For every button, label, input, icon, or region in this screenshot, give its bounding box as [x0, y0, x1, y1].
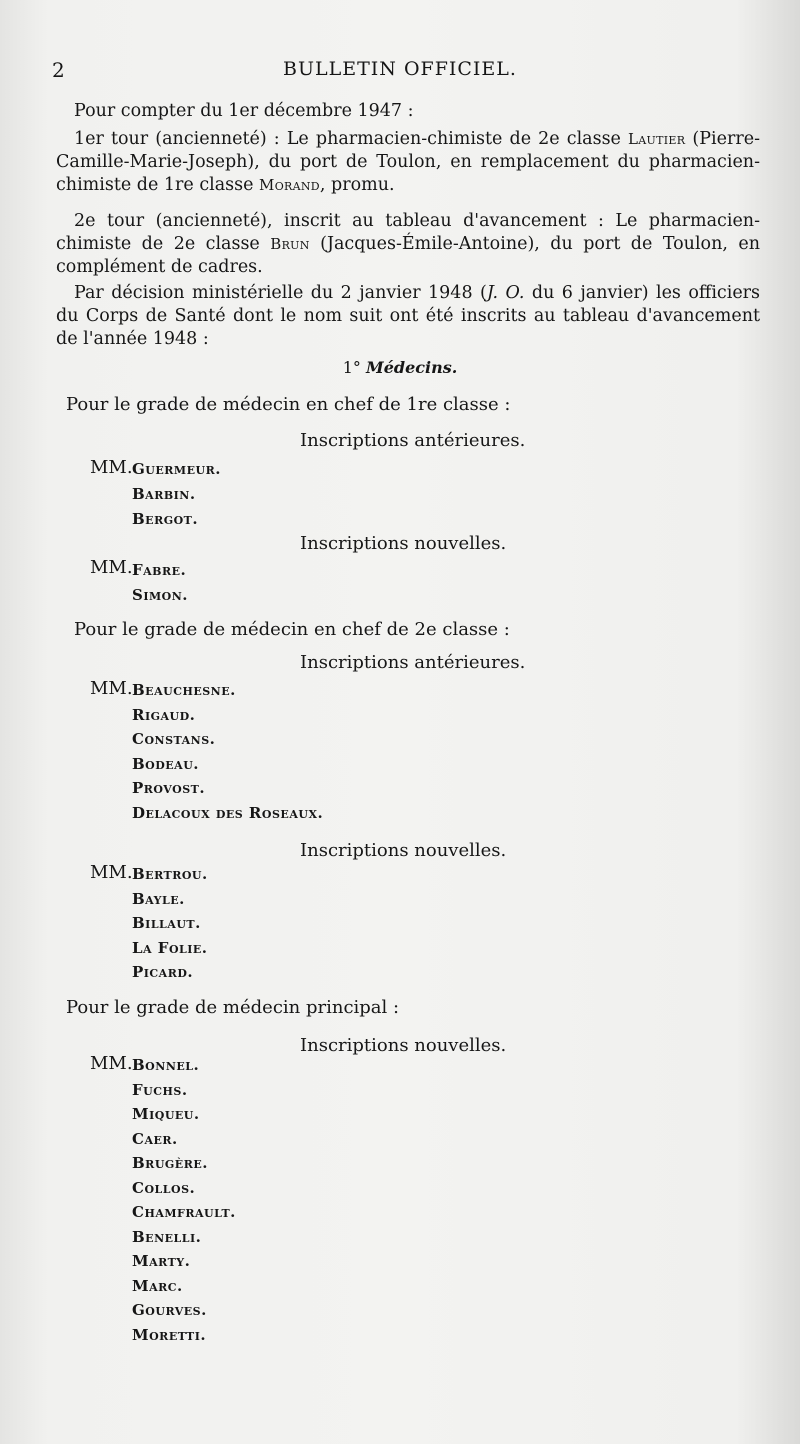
officer-name: La Folie.	[132, 938, 208, 957]
running-title: BULLETIN OFFICIEL.	[283, 58, 517, 80]
mm-label: MM.	[90, 457, 133, 478]
officer-name: Collos.	[132, 1178, 196, 1197]
grade-heading-chef-2e: Pour le grade de médecin en chef de 2e classe :	[74, 619, 510, 640]
mm-label: MM.	[90, 557, 133, 578]
grade-heading-chef-1re: Pour le grade de médecin en chef de 1re classe :	[66, 394, 511, 415]
officer-name: Marty.	[132, 1252, 191, 1270]
page-number: 2	[52, 58, 65, 82]
grade-heading-principal: Pour le grade de médecin principal :	[66, 997, 400, 1018]
officer-name: Bodeau.	[132, 754, 200, 773]
inscriptions-nouvelles-label: Inscriptions nouvelles.	[300, 1035, 507, 1056]
inscriptions-nouvelles-label: Inscriptions nouvelles.	[300, 840, 507, 861]
officer-name: Bertrou.	[132, 865, 208, 883]
officer-name: Barbin.	[132, 485, 196, 503]
officer-name: Miqueu.	[132, 1105, 200, 1123]
section-title: 1° Médecins.	[342, 358, 458, 377]
officer-name: Rigaud.	[132, 705, 196, 724]
officer-name: Bayle.	[132, 889, 185, 908]
officer-name: Fuchs.	[132, 1080, 188, 1099]
officer-name: Chamfrault.	[132, 1203, 236, 1221]
officer-name: Bonnel.	[132, 1056, 200, 1074]
officer-name: Simon.	[132, 586, 189, 604]
officer-name: Delacoux des Roseaux.	[132, 803, 324, 822]
officer-name: Billaut.	[132, 914, 201, 932]
officer-name: Marc.	[132, 1276, 183, 1295]
officer-name: Gourves.	[132, 1301, 207, 1319]
inscriptions-nouvelles-label: Inscriptions nouvelles.	[300, 533, 507, 554]
inscriptions-anterieures-label: Inscriptions antérieures.	[300, 652, 526, 673]
officer-name: Benelli.	[132, 1227, 202, 1246]
officer-name: Picard.	[132, 963, 194, 981]
officer-name: Moretti.	[132, 1325, 207, 1344]
name-brun: Brun	[270, 235, 310, 253]
officer-name: Guermeur.	[132, 460, 221, 478]
paragraph-first-tour: 1er tour (ancienneté) : Le pharmacien-chimiste de 2e classe Lautier (Pierre-Camille-Marie-Joseph), du port de Toulon, en remplacement du pharmacien-chimiste de 1re classe Morand, promu.	[56, 129, 760, 195]
officer-name: Constans.	[132, 730, 216, 748]
officer-name: Provost.	[132, 779, 206, 797]
paragraph-second-tour: 2e tour (ancienneté), inscrit au tableau d'avancement : Le pharmacien-chimiste de 2e classe Brun (Jacques-Émile-Antoine), du port de Toulon, en complément de cadres.	[56, 211, 760, 277]
inscriptions-anterieures-label: Inscriptions antérieures.	[300, 430, 526, 451]
officer-name: Caer.	[132, 1129, 178, 1148]
officer-name: Bergot.	[132, 510, 199, 528]
name-lautier: Lautier	[628, 130, 686, 148]
name-morand: Morand	[259, 176, 320, 194]
mm-label: MM.	[90, 862, 133, 883]
mm-label: MM.	[90, 1053, 133, 1074]
officer-name: Brugère.	[132, 1154, 208, 1172]
mm-label: MM.	[90, 678, 133, 699]
officer-name: Fabre.	[132, 561, 187, 579]
paragraph-decision: Par décision ministérielle du 2 janvier 1948 (J. O. du 6 janvier) les officiers du Corps de Santé dont le nom suit ont été inscrits au tableau d'avancement de l'année 1948 :	[56, 283, 761, 349]
officer-name: Beauchesne.	[132, 681, 236, 699]
intro-line: Pour compter du 1er décembre 1947 :	[74, 101, 414, 121]
